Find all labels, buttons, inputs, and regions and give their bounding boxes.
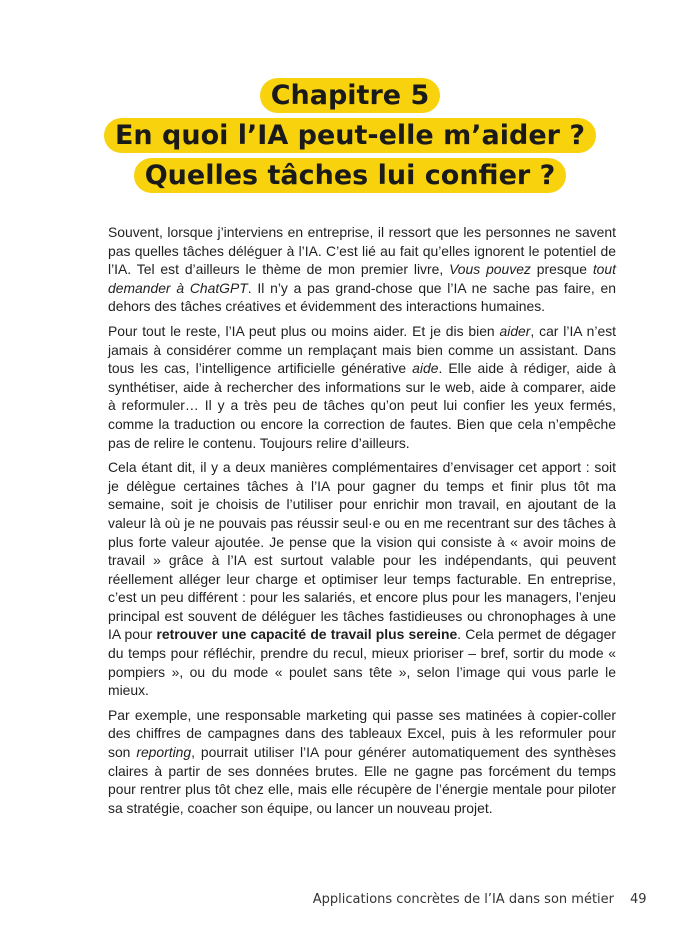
paragraph-3: Cela étant dit, il y a deux manières complémentaires d’envisager cet apport : soit je délègue certaines tâches à l’IA pour gagner du temps et finir plus tôt ma semaine, soit je choisis de l’utiliser pour enrichir mon travail, en ajoutant de la valeur là où je ne pouvais pas réussir seul·e ou en me recentrant sur des tâches à plus forte valeur ajoutée. Je pense que la vision qui consiste à « avoir moins de travail » grâce à l’IA est surtout valable pour les indépendants, qui peuvent réellement alléger leur charge et optimiser leur temps facturable. En entreprise, c’est un peu différent : pour les salariés, et encore plus pour les managers, l’enjeu principal est souvent de déléguer les tâches fastidieuses ou chronophages à une IA pour retrouver une capacité de travail plus sereine. Cela permet de dégager du temps pour réfléchir, prendre du recul, mieux prioriser – bref, sortir du mode « pompiers », ou du mode « poulet sans tête », selon l’image qui vous parle le mieux.	[108, 459, 616, 699]
page-footer	[0, 892, 700, 914]
book-title-italic: Vous pouvez	[449, 261, 531, 278]
paragraph-1: Souvent, lorsque j’interviens en entreprise, il ressort que les personnes ne savent pas quelles tâches déléguer à l’IA. C’est lié au fait qu’elles ignorent le potentiel de l’IA. Tel est d’ailleurs le thème de mon premier livre, Vous pouvez presque tout demander à ChatGPT. Il n’y a pas grand-chose que l’IA ne sache pas faire, en dehors des tâches créatives et évidemment des interactions humaines.	[108, 224, 617, 315]
chapter-title	[0, 78, 700, 198]
bold-phrase: retrouver une capacité de travail plus sereine	[156, 626, 458, 643]
paragraph-4: Par exemple, une responsable marketing qui passe ses matinées à copier-coller des chiffres de campagnes dans des tableaux Excel, puis à les reformuler pour son reporting, pourrait utiliser l’IA pour générer automatiquement des synthèses claires à partir de ses données brutes. Elle ne gagne pas forcément du temps pour rentrer plus tôt chez elle, mais elle récupère de l’énergie mentale pour piloter sa stratégie, coacher son équipe, ou lancer un nouveau projet.	[108, 706, 616, 816]
chapter-number: Chapitre 5	[260, 78, 441, 113]
page-number: 49	[630, 892, 647, 907]
running-footer-title: Applications concrètes de l’IA dans son métier	[312, 892, 614, 907]
emphasis: aide	[412, 360, 439, 377]
chapter-title-line-1: En quoi l’IA peut-elle m’aider ?	[104, 118, 596, 153]
chapter-body	[108, 223, 616, 823]
paragraph-2: Pour tout le reste, l’IA peut plus ou moins aider. Et je dis bien aider, car l’IA n’est jamais à considérer comme un remplaçant mais bien comme un assistant. Dans tous les cas, l’intelligence artificielle générative aide. Elle aide à rédiger, aide à synthétiser, aide à rechercher des informations sur le web, aide à comparer, aide à reformuler… Il y a très peu de tâches qu’on peut lui confier les yeux fermés, comme la traduction ou encore la correction de fautes. Bien que cela n’empêche pas de relire le contenu. Toujours relire d’ailleurs.	[108, 322, 616, 451]
emphasis: aider	[499, 322, 531, 339]
chapter-title-line-2: Quelles tâches lui confier ?	[134, 158, 567, 193]
book-title-italic: tout demander à ChatGPT	[108, 261, 616, 296]
emphasis: reporting	[136, 744, 192, 761]
